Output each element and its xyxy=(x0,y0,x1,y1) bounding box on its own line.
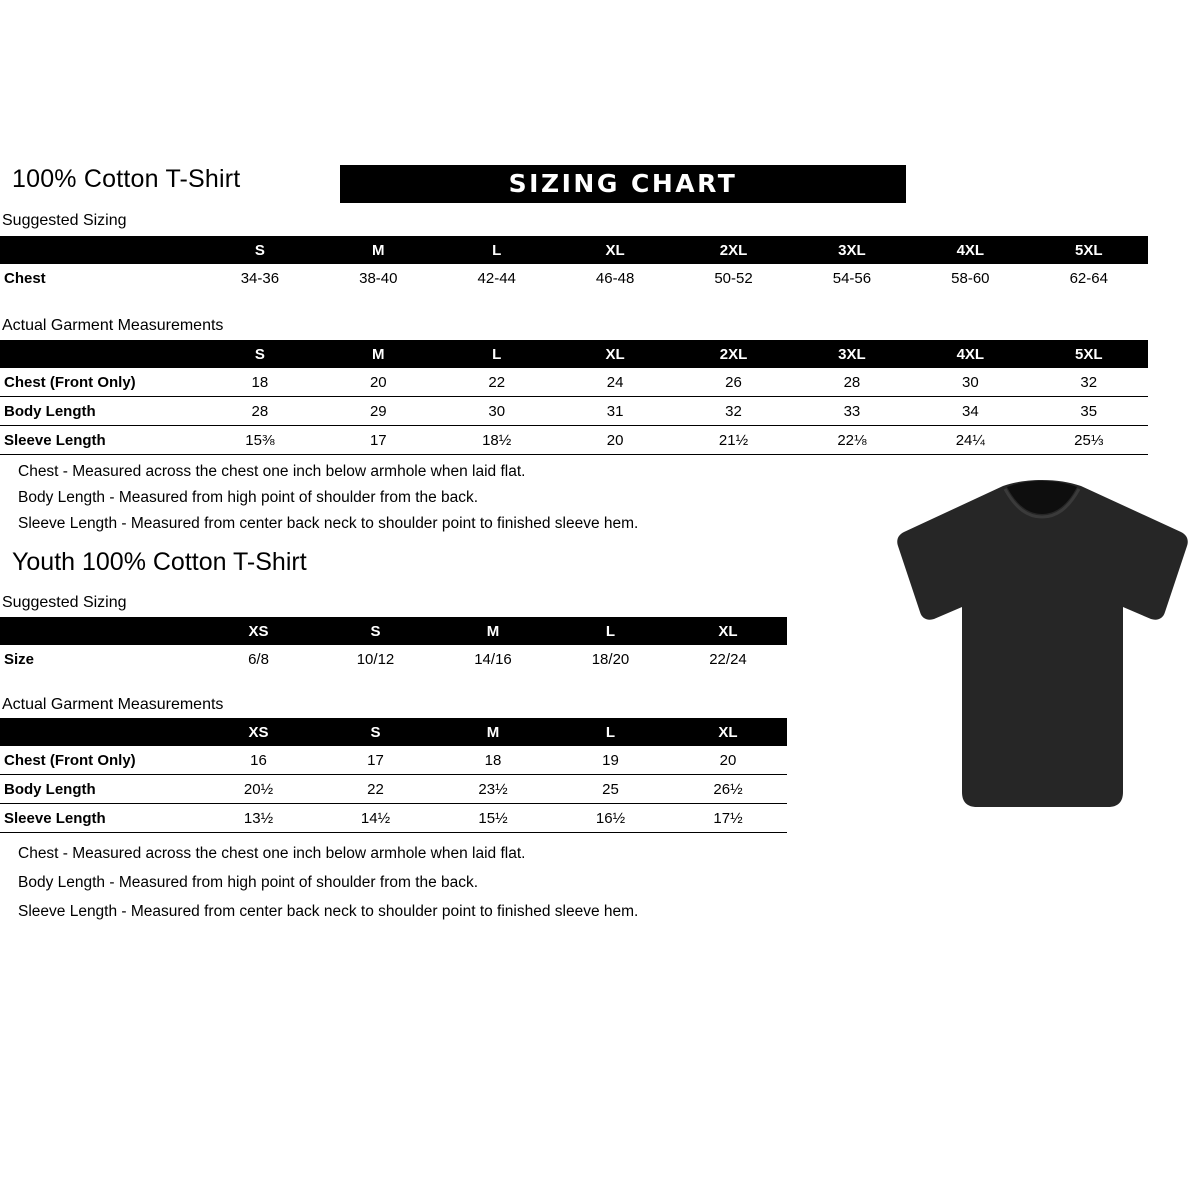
youth-note-body-length: Body Length - Measured from high point of shoulder from the back. xyxy=(18,874,479,891)
table-cell: 26½ xyxy=(669,775,787,804)
youth-actual-measurements-label: Actual Garment Measurements xyxy=(2,696,224,713)
table-cell: 10/12 xyxy=(356,650,395,668)
table-cell: 17 xyxy=(319,426,437,455)
table-row xyxy=(0,397,1148,426)
table-row xyxy=(0,746,787,775)
table-cell: 22/24 xyxy=(709,650,747,668)
table-row xyxy=(0,264,1148,292)
table-cell: 24 xyxy=(556,368,674,397)
table-cell: 20 xyxy=(556,426,674,455)
table-cell: 20 xyxy=(319,368,437,397)
youth-note-chest: Chest - Measured across the chest one inch below armhole when laid flat. xyxy=(18,845,526,862)
table-cell: 25⅓ xyxy=(1030,426,1148,455)
column-header: 3XL xyxy=(793,340,911,368)
youth-note-sleeve-length: Sleeve Length - Measured from center back neck to shoulder point to finished sleeve hem. xyxy=(18,903,639,920)
adult-suggested-sizing-table xyxy=(0,236,1148,292)
table-cell: 17½ xyxy=(669,804,787,833)
table-header-row xyxy=(0,617,787,645)
table-cell: 50-52 xyxy=(714,269,753,287)
table-cell: 28 xyxy=(201,397,319,426)
column-header xyxy=(0,617,200,645)
youth-suggested-sizing-table xyxy=(0,617,787,673)
table-cell: 15½ xyxy=(434,804,552,833)
adult-note-chest: Chest - Measured across the chest one inch below armhole when laid flat. xyxy=(18,463,526,480)
table-cell: 58-60 xyxy=(951,269,990,287)
table-cell: 18 xyxy=(434,746,552,775)
adult-actual-measurements-label: Actual Garment Measurements xyxy=(2,317,224,334)
table-cell: 13½ xyxy=(200,804,317,833)
table-cell: 38-40 xyxy=(359,269,398,287)
youth-suggested-sizing-label: Suggested Sizing xyxy=(2,594,127,611)
column-header: M xyxy=(434,718,552,746)
column-header: XL xyxy=(556,236,674,264)
table-cell: 29 xyxy=(319,397,437,426)
column-header: XL xyxy=(556,340,674,368)
column-header: 2XL xyxy=(674,340,792,368)
column-header: XL xyxy=(669,718,787,746)
column-header: L xyxy=(552,718,669,746)
column-header xyxy=(0,718,200,746)
table-cell: 54-56 xyxy=(832,269,872,287)
column-header: XL xyxy=(669,617,787,645)
table-cell: 16 xyxy=(200,746,317,775)
row-label: Body Length xyxy=(0,397,201,426)
column-header: L xyxy=(438,340,556,368)
column-header: M xyxy=(319,340,437,368)
table-row xyxy=(0,775,787,804)
column-header: S xyxy=(201,236,319,264)
table-row xyxy=(0,426,1148,455)
table-cell: 35 xyxy=(1030,397,1148,426)
row-label: Chest (Front Only) xyxy=(0,368,201,397)
table-cell: 18/20 xyxy=(591,650,630,668)
row-label: Chest xyxy=(4,269,46,287)
row-label: Sleeve Length xyxy=(0,426,201,455)
column-header: 2XL xyxy=(674,236,792,264)
table-cell: 31 xyxy=(556,397,674,426)
t-shirt-illustration xyxy=(895,480,1190,810)
adult-section-title: 100% Cotton T-Shirt xyxy=(12,165,241,193)
table-cell: 20½ xyxy=(200,775,317,804)
table-cell: 19 xyxy=(552,746,669,775)
table-header-row xyxy=(0,718,787,746)
table-cell: 32 xyxy=(1030,368,1148,397)
row-label: Sleeve Length xyxy=(0,804,200,833)
table-cell: 34 xyxy=(911,397,1029,426)
table-cell: 22⅛ xyxy=(793,426,911,455)
table-cell: 30 xyxy=(438,397,556,426)
table-header-row xyxy=(0,340,1148,368)
table-row xyxy=(0,368,1148,397)
table-cell: 28 xyxy=(793,368,911,397)
column-header: 5XL xyxy=(1030,340,1148,368)
sizing-chart-banner xyxy=(340,165,906,203)
table-cell: 62-64 xyxy=(1069,269,1108,287)
table-cell: 26 xyxy=(674,368,792,397)
table-cell: 24¼ xyxy=(911,426,1029,455)
adult-suggested-sizing-label: Suggested Sizing xyxy=(2,212,127,229)
table-cell: 6/8 xyxy=(248,650,269,668)
sizing-chart-banner-label: SIZING CHART xyxy=(508,169,738,198)
table-cell: 20 xyxy=(669,746,787,775)
table-cell: 22 xyxy=(317,775,434,804)
column-header xyxy=(0,236,201,264)
table-cell: 15⅜ xyxy=(201,426,319,455)
column-header: XS xyxy=(200,718,317,746)
column-header: 5XL xyxy=(1030,236,1148,264)
column-header: M xyxy=(434,617,552,645)
youth-actual-measurements-table xyxy=(0,718,787,833)
adult-actual-measurements-table xyxy=(0,340,1148,455)
table-cell: 34-36 xyxy=(240,269,280,287)
table-cell: 18 xyxy=(201,368,319,397)
table-cell: 32 xyxy=(674,397,792,426)
table-cell: 46-48 xyxy=(595,269,635,287)
column-header: M xyxy=(319,236,437,264)
column-header: XS xyxy=(200,617,317,645)
column-header: 4XL xyxy=(911,236,1029,264)
table-cell: 16½ xyxy=(552,804,669,833)
row-label: Chest (Front Only) xyxy=(0,746,200,775)
table-cell: 42-44 xyxy=(477,269,516,287)
column-header: S xyxy=(201,340,319,368)
table-row xyxy=(0,804,787,833)
row-label: Size xyxy=(4,650,35,668)
column-header: 4XL xyxy=(911,340,1029,368)
table-cell: 30 xyxy=(911,368,1029,397)
table-cell: 33 xyxy=(793,397,911,426)
table-cell: 23½ xyxy=(434,775,552,804)
column-header: S xyxy=(317,718,434,746)
table-cell: 22 xyxy=(438,368,556,397)
column-header: S xyxy=(317,617,434,645)
adult-note-body-length: Body Length - Measured from high point of shoulder from the back. xyxy=(18,489,479,506)
column-header xyxy=(0,340,201,368)
youth-section-title: Youth 100% Cotton T-Shirt xyxy=(12,548,307,576)
adult-note-sleeve-length: Sleeve Length - Measured from center back neck to shoulder point to finished sleeve hem. xyxy=(18,515,639,532)
table-cell: 18½ xyxy=(438,426,556,455)
table-cell: 17 xyxy=(317,746,434,775)
column-header: L xyxy=(552,617,669,645)
table-header-row xyxy=(0,236,1148,264)
table-row xyxy=(0,645,787,673)
table-cell: 21½ xyxy=(674,426,792,455)
column-header: L xyxy=(438,236,556,264)
table-cell: 14½ xyxy=(317,804,434,833)
table-cell: 14/16 xyxy=(474,650,512,668)
table-cell: 25 xyxy=(552,775,669,804)
row-label: Body Length xyxy=(0,775,200,804)
column-header: 3XL xyxy=(793,236,911,264)
